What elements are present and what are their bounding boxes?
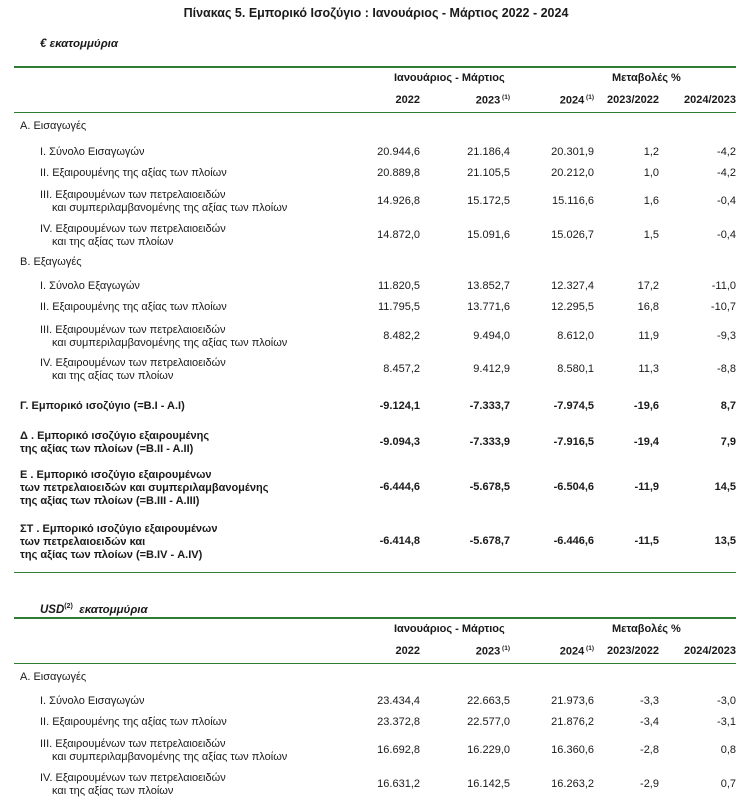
cell-value: 7,9 <box>720 436 736 448</box>
row-label <box>20 671 86 684</box>
cell-value: 9.412,9 <box>473 363 510 375</box>
row-label <box>40 738 287 764</box>
row-label-line: ΙΙΙ. Εξαιρουμένων των πετρελαιοειδών <box>40 738 226 750</box>
row-label-line: ΙΙ. Εξαιρουμένης της αξίας των πλοίων <box>40 716 227 728</box>
cell-value: 16.360,6 <box>551 744 594 756</box>
column-header-3 <box>524 94 594 107</box>
row-label-line: Ι. Σύνολο Εξαγωγών <box>40 280 140 292</box>
column-header-text: 2023/2022 <box>607 94 659 106</box>
cell-value: -3,4 <box>640 716 659 728</box>
cell-value: 16,8 <box>637 301 659 313</box>
column-header-footnote: (1) <box>500 645 510 652</box>
cell-value: 16.692,8 <box>377 744 420 756</box>
cell-value: 11.820,5 <box>377 280 420 292</box>
row-label-line: και συμπεριλαμβανομένης της αξίας των πλοίων <box>52 202 288 214</box>
row-label-line: και της αξίας των πλοίων <box>52 236 174 248</box>
column-header-1 <box>350 94 420 106</box>
cell-value: -11,9 <box>634 481 659 493</box>
cell-value: -6.444,6 <box>379 481 420 493</box>
unit-text: USD <box>40 603 65 616</box>
row-label <box>40 146 145 159</box>
cell-value: 20.889,8 <box>377 167 420 179</box>
unit-label <box>40 38 118 50</box>
row-label-line: ΙV. Εξαιρουμένων των πετρελαιοειδών <box>40 357 226 369</box>
cell-value: -3,0 <box>717 695 736 707</box>
row-label-line: Α. Εισαγωγές <box>20 671 87 683</box>
cell-value: 16.263,2 <box>551 778 594 790</box>
row-label <box>40 695 145 708</box>
column-header-2 <box>440 645 510 658</box>
column-header-5 <box>666 645 736 657</box>
row-label <box>20 469 268 508</box>
cell-value: 20.212,0 <box>551 167 594 179</box>
column-header-4 <box>589 94 659 106</box>
row-label-line: ΙV. Εξαιρουμένων των πετρελαιοειδών <box>40 772 226 784</box>
cell-value: 17,2 <box>637 280 659 292</box>
cell-value: -0,4 <box>717 229 736 241</box>
cell-value: -2,8 <box>640 744 659 756</box>
cell-value: -7.333,7 <box>469 400 510 412</box>
cell-value: -5.678,5 <box>469 481 510 493</box>
cell-value: 15.091,6 <box>467 229 510 241</box>
cell-value: -9.124,1 <box>379 400 420 412</box>
cell-value: -2,9 <box>640 778 659 790</box>
cell-value: -11,5 <box>634 535 659 547</box>
unit-suffix: εκατομμύρια <box>79 603 148 616</box>
row-label <box>40 301 227 314</box>
row-label-line: ΙΙΙ. Εξαιρουμένων των πετρελαιοειδών <box>40 324 226 336</box>
unit-footnote: (2) <box>64 603 73 610</box>
row-label <box>40 280 140 293</box>
cell-value: -11,0 <box>711 280 736 292</box>
row-label <box>20 523 217 562</box>
cell-value: 11.795,5 <box>377 301 420 313</box>
column-header-text: 2024 <box>559 645 585 658</box>
row-label-line: ΙΙ. Εξαιρουμένης της αξίας των πλοίων <box>40 167 227 179</box>
header-group-period: Ιανουάριος - Μάρτιος <box>394 623 505 635</box>
cell-value: -7.333,9 <box>469 436 510 448</box>
column-header-1 <box>350 645 420 657</box>
row-label <box>20 430 209 456</box>
header-group-period: Ιανουάριος - Μάρτιος <box>394 72 505 84</box>
row-label <box>40 716 227 729</box>
row-label <box>40 324 287 350</box>
cell-value: -0,4 <box>717 195 736 207</box>
column-header-text: 2022 <box>395 645 420 657</box>
cell-value: -6.446,6 <box>553 535 594 547</box>
row-label <box>20 120 86 133</box>
cell-value: 11,9 <box>638 330 659 342</box>
header-group-change: Μεταβολές % <box>612 72 681 84</box>
cell-value: -19,4 <box>633 436 659 448</box>
cell-value: 22.577,0 <box>467 716 510 728</box>
column-header-text: 2024/2023 <box>684 645 736 657</box>
cell-value: 21.105,5 <box>467 167 510 179</box>
cell-value: 22.663,5 <box>467 695 510 707</box>
unit-text: € εκατομμύρια <box>40 38 118 50</box>
row-label-line: Ι. Σύνολο Εισαγωγών <box>40 695 145 707</box>
column-header-text: 2023 <box>475 94 501 107</box>
column-header-text: 2024 <box>559 94 585 107</box>
cell-value: 14,5 <box>714 481 736 493</box>
cell-value: -7.974,5 <box>553 400 594 412</box>
cell-value: 13.852,7 <box>467 280 510 292</box>
column-header-text: 2023/2022 <box>607 645 659 657</box>
row-label-line: Α. Εισαγωγές <box>20 120 87 132</box>
row-label-line: και της αξίας των πλοίων <box>52 785 174 797</box>
cell-value: 13.771,6 <box>467 301 510 313</box>
row-label-line: ΙΙ. Εξαιρουμένης της αξίας των πλοίων <box>40 301 227 313</box>
cell-value: -9.094,3 <box>379 436 420 448</box>
cell-value: 0,8 <box>720 744 736 756</box>
cell-value: 20.301,9 <box>551 146 594 158</box>
row-label-line: Ε . Εμπορικό ισοζύγιο εξαιρουμένων <box>20 469 212 481</box>
row-label-line: και συμπεριλαμβανομένης της αξίας των πλοίων <box>52 337 288 349</box>
cell-value: 8.482,2 <box>383 330 420 342</box>
cell-value: 1,0 <box>643 167 659 179</box>
cell-value: -6.504,6 <box>553 481 594 493</box>
cell-value: 16.229,0 <box>467 744 510 756</box>
cell-value: 13,5 <box>714 535 736 547</box>
cell-value: -3,1 <box>717 716 736 728</box>
cell-value: -19,6 <box>633 400 659 412</box>
cell-value: -4,2 <box>717 146 736 158</box>
row-label-line: ΙΙΙ. Εξαιρουμένων των πετρελαιοειδών <box>40 189 226 201</box>
row-label-line: Γ. Εμπορικό ισοζύγιο (=Β.Ι - Α.Ι) <box>20 400 185 412</box>
cell-value: 15.026,7 <box>551 229 594 241</box>
row-label <box>40 223 226 249</box>
cell-value: -7.916,5 <box>553 436 594 448</box>
unit-label <box>40 603 148 616</box>
cell-value: 15.116,6 <box>551 195 594 207</box>
header-group-change: Μεταβολές % <box>612 623 681 635</box>
row-label-line: Δ . Εμπορικό ισοζύγιο εξαιρουμένης <box>20 430 210 442</box>
table-top-rule <box>14 66 736 68</box>
cell-value: -9,3 <box>717 330 736 342</box>
row-label-line: ΣΤ . Εμπορικό ισοζύγιο εξαιρουμένων <box>20 523 218 535</box>
row-label-line: Β. Εξαγωγές <box>20 256 82 268</box>
column-header-footnote: (1) <box>584 94 594 101</box>
cell-value: 16.142,5 <box>467 778 510 790</box>
row-label <box>20 256 82 269</box>
cell-value: 23.372,8 <box>377 716 420 728</box>
cell-value: 8,7 <box>720 400 736 412</box>
cell-value: 1,5 <box>643 229 659 241</box>
column-header-4 <box>589 645 659 657</box>
column-header-3 <box>524 645 594 658</box>
cell-value: -4,2 <box>717 167 736 179</box>
page-title: Πίνακας 5. Εμπορικό Ισοζύγιο : Ιανουάριος - Μάρτιος 2022 - 2024 <box>183 6 569 20</box>
row-label-line: και της αξίας των πλοίων <box>52 370 174 382</box>
row-label <box>40 772 226 798</box>
column-header-5 <box>666 94 736 106</box>
column-header-2 <box>440 94 510 107</box>
row-label-line: των πετρελαιοειδών και <box>20 536 146 548</box>
column-header-footnote: (1) <box>584 645 594 652</box>
cell-value: 8.580,1 <box>557 363 594 375</box>
cell-value: -10,7 <box>710 301 736 313</box>
cell-value: 21.186,4 <box>467 146 510 158</box>
cell-value: 12.327,4 <box>551 280 594 292</box>
cell-value: 1,2 <box>643 146 659 158</box>
cell-value: -8,8 <box>717 363 736 375</box>
cell-value: -6.414,8 <box>379 535 420 547</box>
cell-value: 14.872,0 <box>377 229 420 241</box>
cell-value: 11,3 <box>638 363 659 375</box>
row-label-line: ΙV. Εξαιρουμένων των πετρελαιοειδών <box>40 223 226 235</box>
row-label <box>40 167 227 180</box>
column-header-text: 2024/2023 <box>684 94 736 106</box>
header-rule <box>14 663 736 664</box>
column-header-footnote: (1) <box>500 94 510 101</box>
column-header-text: 2022 <box>395 94 420 106</box>
cell-value: 9.494,0 <box>473 330 510 342</box>
cell-value: 0,7 <box>720 778 736 790</box>
header-rule <box>14 112 736 113</box>
cell-value: 21.876,2 <box>551 716 594 728</box>
row-label-line: της αξίας των πλοίων (=Β.ΙV - Α.ΙV) <box>20 549 203 561</box>
row-label-line: της αξίας των πλοίων (=Β.ΙΙ - Α.ΙΙ) <box>20 443 194 455</box>
row-label-line: και συμπεριλαμβανομένης της αξίας των πλοίων <box>52 751 288 763</box>
cell-value: 23.434,4 <box>377 695 420 707</box>
cell-value: 1,6 <box>643 195 659 207</box>
row-label <box>40 357 226 383</box>
cell-value: 14.926,8 <box>377 195 420 207</box>
column-header-text: 2023 <box>475 645 501 658</box>
cell-value: -5.678,7 <box>469 535 510 547</box>
cell-value: 15.172,5 <box>467 195 510 207</box>
cell-value: -3,3 <box>640 695 659 707</box>
table-top-rule <box>14 617 736 619</box>
row-label <box>20 400 185 413</box>
cell-value: 8.457,2 <box>383 363 420 375</box>
row-label-line: της αξίας των πλοίων (=Β.ΙΙΙ - Α.ΙΙΙ) <box>20 495 200 507</box>
cell-value: 12.295,5 <box>551 301 594 313</box>
table-bottom-rule <box>14 572 736 573</box>
cell-value: 16.631,2 <box>377 778 420 790</box>
row-label-line: Ι. Σύνολο Εισαγωγών <box>40 146 145 158</box>
cell-value: 8.612,0 <box>557 330 594 342</box>
cell-value: 20.944,6 <box>377 146 420 158</box>
row-label-line: των πετρελαιοειδών και συμπεριλαμβανομένης <box>20 482 269 494</box>
row-label <box>40 189 287 215</box>
cell-value: 21.973,6 <box>551 695 594 707</box>
